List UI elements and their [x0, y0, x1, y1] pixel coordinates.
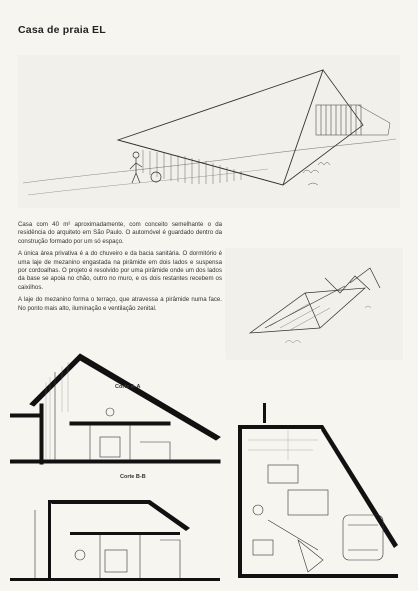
paragraph: A única área privativa é a do chuveiro e da bacia sanitária. O dormitório é uma laje de mezanino engastada na pirâmide em dois lados e suspensa por cordoalhas. O projeto é resolvido por uma pirâmide onde um dos lados da base se apoia no chão, outro no muro, e os dois restantes recebem os caixilhos. — [18, 250, 222, 291]
paragraph: A laje do mezanino forma o terraço, que atravessa a pirâmide numa face. No ponto mais alto, iluminação e ventilação zenital. — [18, 296, 222, 312]
article-title — [18, 24, 106, 36]
aerial-sketch — [225, 248, 403, 360]
section-a-caption: Corte A-A — [115, 384, 141, 390]
article-body — [18, 221, 222, 317]
paragraph: Casa com 40 m² aproximadamente, com conceito semelhante o da residência do arquiteto em São Paulo. O automóvel é guardado dentro da construção formado por um só espaço. — [18, 221, 222, 245]
section-b-drawing — [10, 470, 226, 582]
article-title-code: EL — [92, 24, 106, 36]
floor-plan-drawing — [228, 400, 406, 582]
article-title-main: Casa de praia — [18, 24, 89, 36]
section-a-drawing — [10, 352, 226, 468]
perspective-sketch — [18, 55, 400, 208]
section-b-caption: Corte B-B — [120, 474, 146, 480]
